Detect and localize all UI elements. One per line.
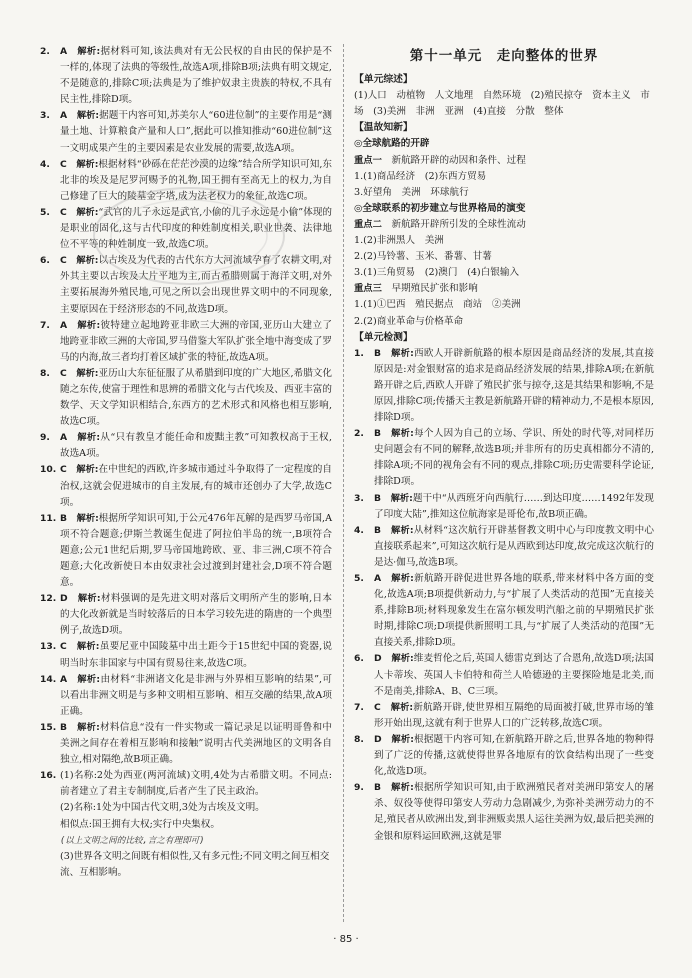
answer-sub-line: (2)名称:1处为中国古代文明,3处为古埃及文明。: [60, 802, 265, 814]
question-number: 3.: [40, 110, 50, 122]
explanation-text: 虽要尼亚中国陵墓中出土距今于15世纪中国的瓷器,说明当时东非国家与中国有贸易往来,故选C项。: [60, 641, 332, 669]
explanation-text: 材料信息“没有一件实物或一篇记录足以证明哥鲁和中美洲之间存在着相互影响和接触”说明古代美洲地区的文明各自独立,相对隔绝,故B项正确。: [60, 721, 332, 766]
answer-item: [40, 366, 332, 430]
explanation-label: 解析:: [391, 428, 414, 440]
question-number: 4.: [354, 524, 364, 536]
answer-item: [40, 462, 332, 510]
question-number: 8.: [354, 733, 364, 745]
explanation-text: (1)名称:2处为西亚(两河流域)文明,4处为古希腊文明。不同点:前者建立了君主专制制度,后者产生了民主政治。: [60, 770, 332, 798]
key-point-heading: [354, 217, 654, 233]
question-number: 7.: [40, 319, 50, 331]
key-point-line: 1.(2)非洲黑人 美洲: [354, 235, 444, 247]
answer-item: [354, 523, 654, 571]
explanation-text: 材料强调的是先进文明对落后文明所产生的影响,日本的大化改新就是当时较落后的日本学习较先进的隋唐的一个典型例子,故选D项。: [60, 593, 332, 637]
key-point-line: 1.(1)商品经济 (2)东西方贸易: [354, 170, 487, 182]
answer-letter: B: [374, 524, 382, 536]
section-heading-review: 【温故知新】: [354, 122, 413, 134]
answer-letter: C: [60, 206, 67, 218]
answer-item: [40, 430, 332, 462]
explanation-text: 西欧人开辟新航路的根本原因是商品经济的发展,其直接原因是:对金银财富的追求是商品经济发展的结果,排除A项;在新航路开辟之后,西欧人开辟了殖民扩张与掠夺,这是其结果和影响,不是原因,排除C项;传播天主教是新航路开辟的精神动力,不是根本原因,排除D项。: [374, 347, 654, 424]
explanation-text: 由材料“非洲诸文化是非洲与外界相互影响的结果”,可以看出非洲文明是与多种文明相互影响、相互交融的结果,故A项正确。: [60, 673, 332, 717]
answer-item: [354, 651, 654, 699]
answer-item: [40, 108, 332, 156]
question-number: 2.: [40, 46, 50, 57]
answer-letter: D: [374, 653, 382, 665]
explanation-text: 据材料可知,该法典对有无公民权的自由民的保护是不一样的,体现了法典的等级性,故选A项,排除B项;法典有明文规定,不是随意的,排除C项;法典是为了维护奴隶主贵族的特权,不具有民主性,排除D项。: [60, 46, 332, 106]
key-point-title: 新航路开辟的动因和条件、过程: [391, 154, 526, 166]
explanation-text: 题干中“从西班牙向西航行……到达印度……1492年发现了印度大陆”,推知这位航海家是哥伦布,故B项正确。: [374, 492, 654, 520]
answer-letter: A: [374, 573, 382, 584]
explanation-label: 解析:: [76, 255, 99, 267]
explanation-label: 解析:: [77, 432, 101, 444]
answer-letter: B: [374, 492, 382, 504]
answer-item: [354, 571, 654, 651]
explanation-label: 解析:: [76, 367, 99, 379]
answer-letter: D: [60, 593, 68, 605]
explanation-label: 解析:: [77, 46, 101, 57]
answer-item: [40, 720, 332, 768]
question-number: 11.: [40, 512, 57, 524]
question-number: 6.: [354, 653, 364, 665]
answer-item: [354, 491, 654, 523]
answer-letter: C: [60, 255, 67, 267]
answer-item: [40, 318, 332, 366]
answer-sub-line: 相似点:国王拥有大权;实行中央集权。: [60, 818, 220, 830]
explanation-text: 根据所学知识可知,由于欧洲殖民者对美洲印第安人的屠杀、奴役等使得印第安人劳动力急剧减少,为弥补美洲劳动力的不足,殖民者从欧洲出发,到非洲贩卖黑人运往美洲为奴,最后把美洲的金银和原料运回欧洲,这就是罪: [374, 782, 654, 842]
explanation-label: 解析:: [77, 721, 100, 733]
explanation-text: 以古埃及为代表的古代东方大河流域孕育了农耕文明,对外其主要以古埃及大片平地为主,而古希腊则属于海洋文明,对外主要拓展海外殖民地,可见之所以会出现世界文明中的不同现象,主要原因在于经济形态的不同,故选D项。: [60, 255, 332, 315]
key-point-line: 2.(2)商业革命与价格革命: [354, 315, 464, 327]
explanation-text: 维麦哲伦之后,英国人德雷克到达了合恩角,故选D项;法国人卡蒂埃、英国人卡伯特和荷兰人哈德逊的主要探险地是北美,而不是南美,排除A、B、C三项。: [374, 653, 654, 697]
explanation-label: 解析:: [77, 593, 101, 605]
answer-letter: A: [60, 110, 68, 122]
explanation-text: 在中世纪的西欧,许多城市通过斗争取得了一定程度的自治权,这就会促进城市的自主发展,有的城市还创办了大学,故选C项。: [60, 464, 332, 508]
section-heading-summary: 【单元综述】: [354, 74, 413, 86]
answer-item: [40, 44, 332, 108]
explanation-text: 根据题干内容可知,在新航路开辟之后,世界各地的物种得到了广泛的传播,这就使得世界各地原有的饮食结构出现了一些变化,故选D项。: [374, 733, 654, 778]
explanation-label: 解析:: [76, 158, 99, 170]
question-number: 16.: [40, 770, 57, 782]
handwritten-note: (以上文明之间的比较,言之有理即可): [60, 835, 205, 846]
question-number: 15.: [40, 721, 57, 733]
answer-item: [354, 780, 654, 844]
question-number: 13.: [40, 641, 57, 653]
explanation-label: 解析:: [391, 347, 414, 359]
answer-letter: D: [374, 733, 382, 745]
explanation-label: 解析:: [391, 733, 414, 745]
explanation-label: 解析:: [76, 206, 99, 218]
answer-sub-line: (3)世界各文明之间既有相似性,又有多元性;不同文明之间互相交流、互相影响。: [60, 850, 330, 878]
left-column: [40, 44, 332, 881]
answer-letter: C: [60, 367, 67, 379]
topic-heading: ◎全球联系的初步建立与世界格局的演变: [354, 202, 526, 214]
question-number: 4.: [40, 158, 50, 170]
key-point-title: 新航路开辟所引发的全球性流动: [391, 218, 526, 230]
summary-line: (1)人口 动植物 人文地理 自然环境 (2)殖民掠夺 资本主义 市场 (3)美洲 非洲 亚洲 (4)直接 分散 整体: [354, 90, 650, 118]
key-point-label: 重点二: [354, 218, 382, 230]
key-point-heading: [354, 281, 654, 297]
explanation-label: 解析:: [390, 492, 413, 504]
explanation-text: 根据材料“砂砾在茫茫沙漠的边缘”结合所学知识可知,东北非的埃及是尼罗河赐予的礼物,国王拥有至高无上的权力,为自己修建了巨大的陵墓金字塔,成为法老权力的象征,故选C项。: [60, 158, 333, 202]
explanation-label: 解析:: [391, 782, 414, 794]
explanation-label: 解析:: [77, 673, 101, 685]
key-point-title: 早期殖民扩张和影响: [391, 283, 478, 295]
right-column: [354, 44, 654, 845]
question-number: 5.: [354, 573, 364, 584]
question-number: 6.: [40, 255, 50, 267]
explanation-label: 解析:: [391, 573, 414, 584]
key-point-label: 重点三: [354, 283, 382, 295]
section-heading-test: 【单元检测】: [354, 331, 413, 343]
explanation-label: 解析:: [76, 464, 99, 476]
key-point-heading: [354, 153, 654, 169]
explanation-text: 根据所学知识可知,于公元476年瓦解的是西罗马帝国,A项不符合题意;伊斯兰教诞生促进了阿拉伯半岛的统一,B项符合题意;公元1世纪后期,罗马帝国地跨欧、亚、非三洲,C项不符合题意;大化改新使日本由奴隶社会过渡到封建社会,D项不符合题意。: [60, 512, 332, 589]
unit-title: 第十一单元 走向整体的世界: [409, 48, 599, 64]
question-number: 7.: [354, 701, 364, 713]
question-number: 1.: [354, 347, 364, 359]
answer-letter: B: [374, 782, 382, 794]
explanation-text: 彼特建立起地跨亚非欧三大洲的帝国,亚历山大建立了地跨亚非欧三洲的大帝国,罗马借鉴大军队扩张全地中海变成了罗马的内海,故三者均打着区域扩张的特征,故选A项。: [60, 319, 332, 363]
question-number: 3.: [354, 492, 364, 504]
answer-letter: C: [60, 464, 67, 476]
right-answer-list: [354, 346, 654, 845]
key-point-label: 重点一: [354, 154, 382, 166]
answer-letter: C: [374, 701, 381, 713]
left-answer-list: [40, 44, 332, 800]
answer-letter: B: [60, 721, 68, 733]
explanation-label: 解析:: [391, 653, 414, 665]
key-point-line: 2.(2)马铃薯、玉米、番薯、甘薯: [354, 251, 492, 263]
answer-item: [354, 346, 654, 426]
explanation-label: 解析:: [390, 701, 414, 713]
explanation-label: 解析:: [391, 524, 414, 536]
explanation-text: 新航路开辟促进世界各地的联系,带来材料中各方面的变化,故选A项;B项提供新动力,与“扩展了人类活动的范围”无直接关系,排除B项;材料现象发生在富尔顿发明汽船之前的早期殖民扩张时期,排除C项;D项提供新照明工具,与“扩展了人类活动的范围”无直接关系,排除D项。: [374, 573, 654, 649]
answer-letter: B: [374, 347, 382, 359]
answer-letter: B: [374, 428, 382, 440]
topic-heading: ◎全球航路的开辟: [354, 138, 430, 150]
page-number: · 85 ·: [333, 934, 359, 945]
faint-stamp-watermark: [84, 176, 294, 296]
answer-item: [40, 768, 332, 800]
answer-item: [40, 591, 332, 639]
explanation-text: “武官的儿子永远是武官,小偷的儿子永远是小偷”体现的是职业的固化,这与古代印度的种姓制度相关,职业世袭、法律地位不平等的种姓制度一致,故选C项。: [60, 206, 333, 251]
answer-item: [354, 732, 654, 780]
explanation-label: 解析:: [76, 512, 99, 524]
answer-item: [40, 672, 332, 720]
answer-letter: A: [60, 46, 68, 57]
explanation-label: 解析:: [76, 110, 100, 122]
answer-item: [354, 700, 654, 732]
answer-letter: A: [60, 432, 68, 444]
answer-letter: C: [60, 158, 67, 170]
answer-letter: A: [60, 673, 68, 685]
explanation-label: 解析:: [76, 641, 100, 653]
key-point-line: 3.(1)三角贸易 (2)澳门 (4)白银输入: [354, 267, 520, 279]
answer-letter: A: [60, 319, 68, 331]
question-number: 9.: [40, 432, 50, 444]
explanation-text: 亚历山大东征征服了从希腊到印度的广大地区,希腊文化随之东传,使富于理性和思辨的希腊文化与古代埃及、西亚丰富的数学、天文学知识相结合,东西方的艺术形式和风格也相互影响,故选C项。: [60, 367, 332, 428]
column-divider: [343, 44, 344, 922]
explanation-text: 每个人因为自己的立场、学识、所处的时代等,对同样历史问题会有不同的解释,故选B项;并非所有的历史真相都分不清的,排除A项;不同的视角会有不同的观点,排除C项;历史需要科学论证,排除D项。: [374, 428, 654, 488]
explanation-text: 新航路开辟,使世界相互隔绝的局面被打破,世界市场的雏形开始出现,这就有利于世界人口的广泛转移,故选C项。: [374, 701, 654, 729]
answer-letter: B: [60, 512, 68, 524]
answer-item: [354, 426, 654, 490]
explanation-label: 解析:: [77, 319, 101, 331]
question-number: 14.: [40, 673, 57, 685]
question-number: 12.: [40, 593, 57, 605]
question-number: 5.: [40, 206, 50, 218]
key-point-line: 3.好望角 美洲 环球航行: [354, 186, 469, 198]
answer-item: [40, 639, 332, 671]
explanation-text: 从“只有教皇才能任命和废黜主教”可知教权高于王权,故选A项。: [60, 432, 333, 460]
question-number: 2.: [354, 428, 364, 440]
question-number: 9.: [354, 782, 364, 794]
answer-item: [40, 511, 332, 591]
question-number: 10.: [40, 464, 57, 476]
explanation-text: 据题干内容可知,苏美尔人“60进位制”的主要作用是“测量土地、计算粮食产量和人口”,据此可以推知推动“60进位制”这一文明成果产生的主要因素是农业发展的需要,故选A项。: [60, 110, 332, 154]
key-point-line: 1.(1)①巴西 殖民据点 商站 ②美洲: [354, 299, 521, 311]
explanation-text: 从材料“这次航行开辟基督教文明中心与印度教文明中心直接联系起来”,可知这次航行是从西欧到达印度,故完成这次航行的是达·伽马,故选B项。: [374, 524, 655, 568]
question-number: 8.: [40, 367, 50, 379]
answer-letter: C: [60, 641, 67, 653]
